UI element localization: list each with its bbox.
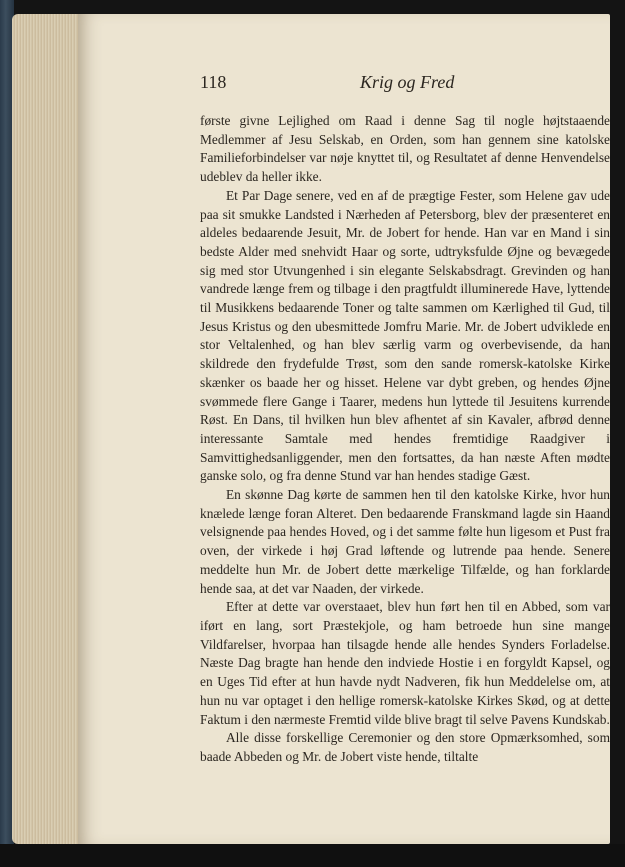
bottom-shadow bbox=[0, 844, 625, 867]
page-number: 118 bbox=[200, 72, 227, 92]
paragraph: Alle disse forskellige Ceremonier og den store Opmærksomhed, som baade Abbeden og Mr. de Jobert viste hende, tiltalte bbox=[200, 730, 610, 764]
running-title: Krig og Fred bbox=[360, 72, 455, 92]
page-block-edges bbox=[12, 14, 84, 844]
paragraph: En skønne Dag kørte de sammen hen til den katolske Kirke, hvor hun knælede længe foran Alteret. Den bedaarende Franskmand lagde sin Haand velsignende paa hendes Hoved, og i det samme følte hun ligesom et Pust fra oven, der virkede i høj Grad løftende og lutrende paa hende. Senere meddelte hun Mr. de Jobert dette mærkelige Tilfælde, og han forklarde hende saa, at det var Naaden, der virkede. bbox=[200, 487, 610, 596]
page-header bbox=[200, 72, 456, 96]
paragraph: Et Par Dage senere, ved en af de prægtige Fester, som Helene gav ude paa sit smukke Landsted i Nærheden af Petersborg, blev der præsenteret en aldeles bedaarende Jesuit, Mr. de Jobert for hende. Han var en Mand i sin bedste Alder med snehvidt Haar og sorte, udtryksfulde Øjne og bevægede sig med stor Utvungenhed i sin elegante Selskabsdragt. Grevinden og han vandrede længe frem og tilbage i den pragtfuldt illuminerede Have, lyttende til Musikkens bedaarende Toner og talte sammen om Kærlighed til Gud, til Jesus Kristus og den ubesmittede Jomfru Marie. Mr. de Jobert udviklede en stor Veltalenhed, og han blev særlig varm og overbevisende, da han skildrede den frydefulde Trøst, som den sande romersk-katolske Kirke skænker os baade her og hisset. Helene var dybt greben, og hendes Øjne svømmede flere Gange i Taarer, medens hun lyttede til Jesuitens kurrende Røst. En Dans, til hvilken hun blev afhentet af sin Kavaler, afbrød denne interessante Samtale med hendes fremtidige Raadgiver i Samvittighedsanliggender, men den fortsattes, da han næste Aften mødte ganske solo, og fra denne Stund var han hendes stadige Gæst. bbox=[200, 187, 610, 484]
paragraph: første givne Lejlighed om Raad i denne Sag til nogle højtstaaende Medlemmer af Jesu Selskab, en Orden, som han gennem sine katolske Familieforbindelser var nøje knyttet til, og Resultatet af denne Henvendelse udeblev da heller ikke. bbox=[200, 113, 610, 185]
body-text bbox=[200, 112, 610, 767]
paragraph: Efter at dette var overstaaet, blev hun ført hen til en Abbed, som var iført en lang, sort Præstekjole, og ham betroede hun sine mange Vildfarelser, hvorpaa han tilsagde hende alle hendes Synders Forladelse. Næste Dag bragte han hende den indviede Hostie i en forgyldt Kapsel, og en Uges Tid efter at hun havde nydt Nadveren, fik hun Meddelelse om, at hun nu var optaget i den hellige romersk-katolske Kirkes Skød, og at dette Faktum i den nærmeste Fremtid vilde blive bragt til selve Pavens Kundskab. bbox=[200, 599, 610, 727]
